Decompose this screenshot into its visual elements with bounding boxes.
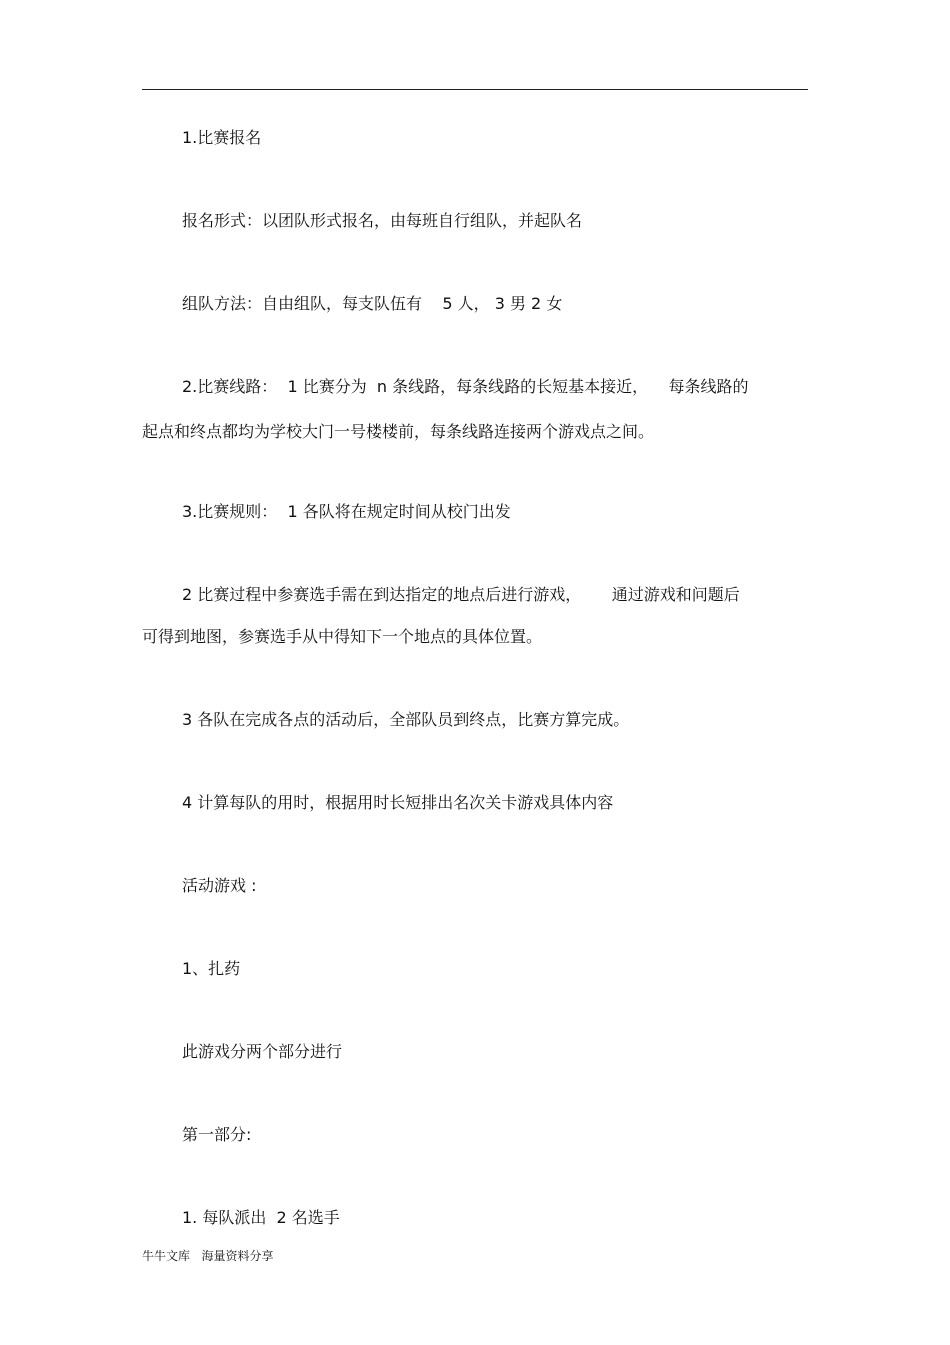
subheading-part-one: 第一部分: [182,1125,252,1144]
paragraph-route-line-1: 2.比赛线路： 1 比赛分为 n 条线路，每条线路的长短基本接近， 每条线路的 [182,377,749,396]
paragraph-rules-line-1: 3.比赛规则： 1 各队将在规定时间从校门出发 [182,502,511,521]
paragraph-rule-2-line-2: 可得到地图，参赛选手从中得知下一个地点的具体位置。 [142,627,543,646]
paragraph-route-line-2: 起点和终点都均为学校大门一号楼楼前，每条线路连接两个游戏点之间。 [142,422,655,441]
paragraph-rule-3: 3 各队在完成各点的活动后，全部队员到终点，比赛方算完成。 [182,710,630,729]
section-heading-registration: 1.比赛报名 [182,128,262,147]
list-item-1: 1. 每队派出 2 名选手 [182,1208,340,1227]
page-footer: 牛牛文库 海量资料分享 [142,1249,274,1263]
game-heading-1: 1、扎药 [182,959,241,978]
section-heading-activity-games: 活动游戏 : [182,876,257,895]
paragraph-registration-form: 报名形式：以团队形式报名，由每班自行组队，并起队名 [182,211,583,230]
header-rule [142,89,808,90]
paragraph-rule-2-line-1: 2 比赛过程中参赛选手需在到达指定的地点后进行游戏， 通过游戏和问题后 [182,585,740,604]
paragraph-game-parts: 此游戏分两个部分进行 [182,1042,343,1061]
paragraph-rule-4: 4 计算每队的用时，根据用时长短排出名次关卡游戏具体内容 [182,793,614,812]
paragraph-team-method: 组队方法：自由组队，每支队伍有 5 人， 3 男 2 女 [182,294,563,313]
